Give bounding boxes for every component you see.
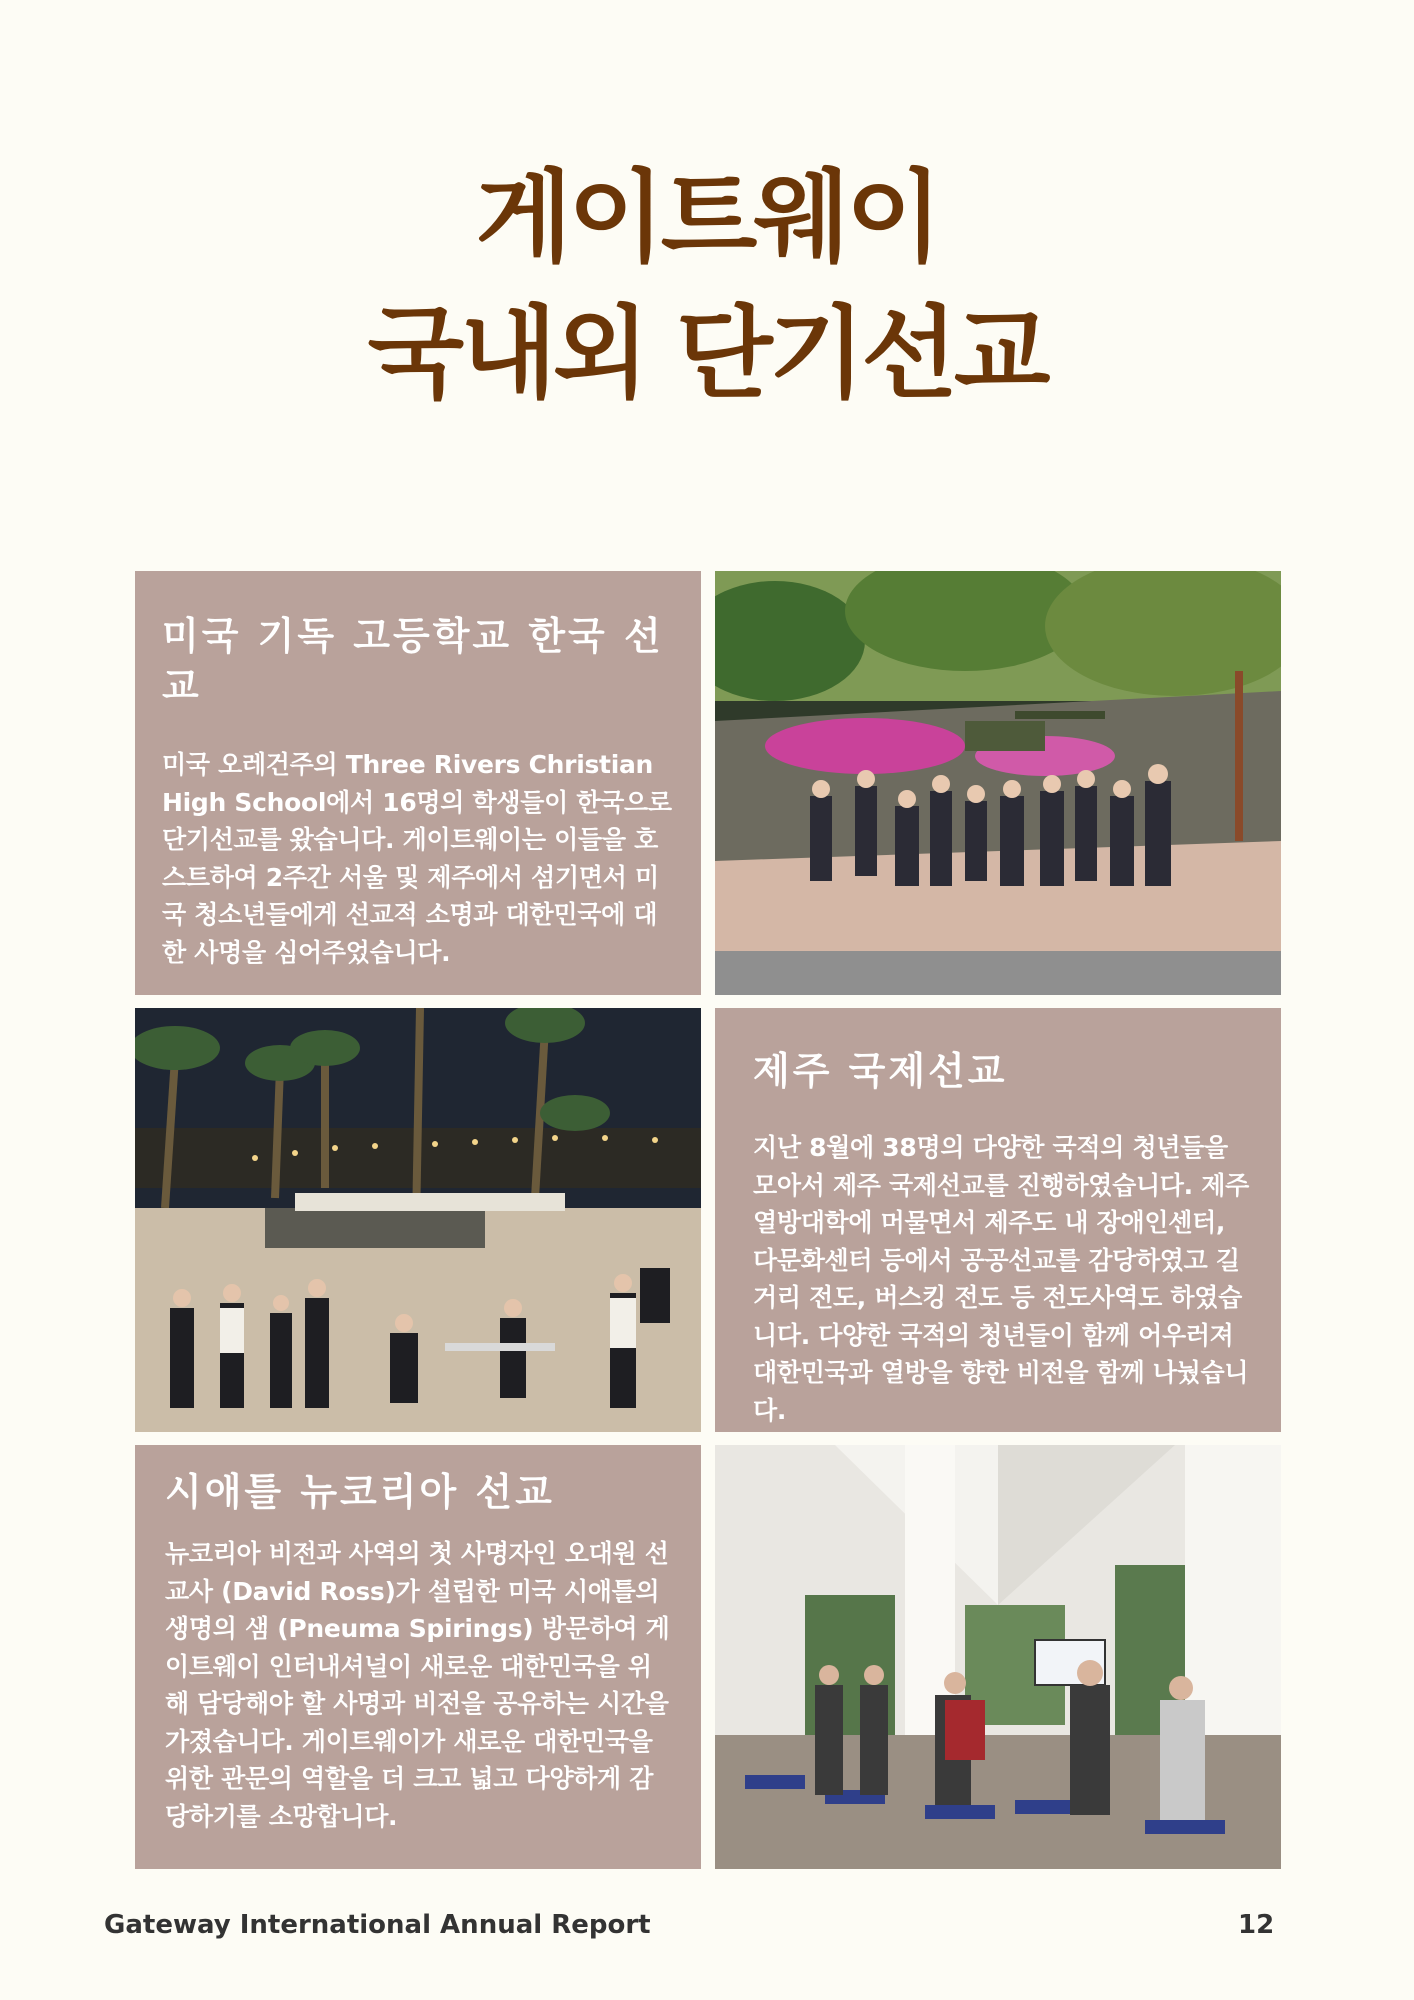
page-title (0, 150, 1414, 422)
section-heading: 시애틀 뉴코리아 선교 (165, 1470, 555, 1514)
footer-report-name: Gateway International Annual Report (104, 1910, 651, 1940)
page-title-line-2: 국내외 단기선교 (367, 295, 1047, 412)
section-seattle-newkorea-mission (135, 1445, 701, 1869)
group-photo-outdoor-icon (715, 571, 1281, 995)
section-heading: 제주 국제선교 (753, 1049, 1008, 1093)
footer-page-number: 12 (1238, 1910, 1275, 1940)
indoor-meeting-photo-icon (715, 1445, 1281, 1869)
section-heading: 미국 기독 고등학교 한국 선교 (162, 614, 664, 708)
page-title-line-1: 게이트웨이 (475, 159, 939, 276)
night-busking-photo-icon (135, 1008, 701, 1432)
section-body: 미국 오레건주의 Three Rivers Christian High School에서 16명의 학생들이 한국으로 단기선교를 왔습니다. 게이트웨이는 이들을 호스트하여 2주간 서울 및 제주에서 섬기면서 미국 청소년들에게 선교적 소명과 대한민국에 대한 사명을 심어주었습니다. (162, 750, 672, 967)
section-us-highschool-mission (135, 571, 701, 995)
section-jeju-international-mission (715, 1008, 1281, 1432)
section-body: 지난 8월에 38명의 다양한 국적의 청년들을 모아서 제주 국제선교를 진행하였습니다. 제주 열방대학에 머물면서 제주도 내 장애인센터, 다문화센터 등에서 공공선교를 감당하였고 길거리 전도, 버스킹 전도 등 전도사역도 하였습니다. 다양한 국적의 청년들이 함께 어우러져 대한민국과 열방을 향한 비전을 함께 나눴습니다. (753, 1133, 1249, 1425)
section-body: 뉴코리아 비전과 사역의 첫 사명자인 오대원 선교사 (David Ross)가 설립한 미국 시애틀의 생명의 샘 (Pneuma Spirings) 방문하여 게이트웨이 인터내셔널이 새로운 대한민국을 위해 담당해야 할 사명과 비전을 공유하는 시간을 가졌습니다. 게이트웨이가 새로운 대한민국을 위한 관문의 역할을 더 크고 넓고 다양하게 감당하기를 소망합니다. (165, 1539, 670, 1831)
